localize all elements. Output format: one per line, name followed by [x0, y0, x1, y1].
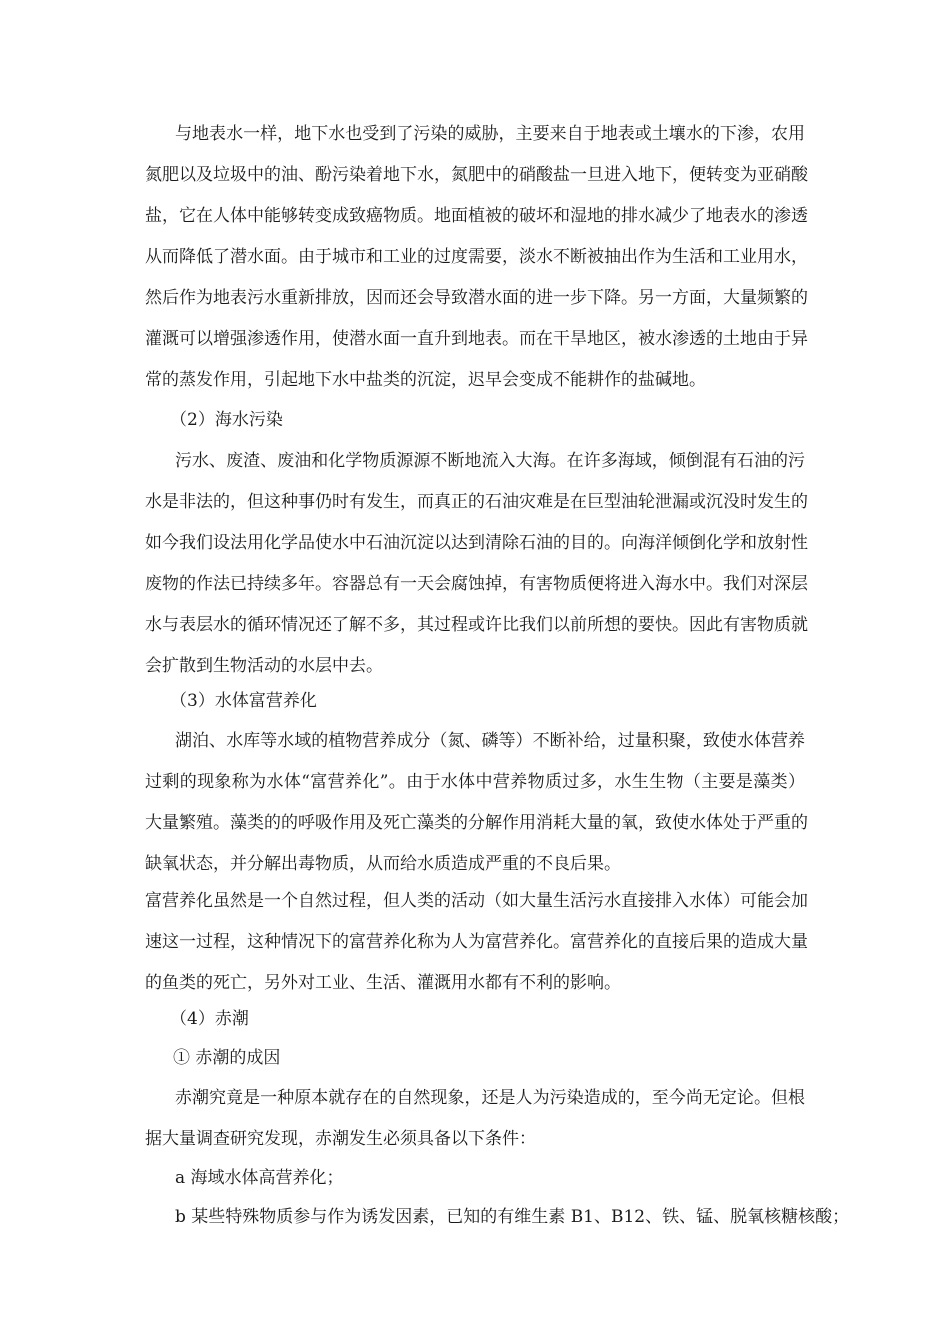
text-line: 湖泊、水库等水域的植物营养成分（氮、磷等）不断补给，过量积聚，致使水体营养 [175, 731, 805, 751]
text-line: 然后作为地表污水重新排放，因而还会导致潜水面的进一步下降。另一方面，大量频繁的 [145, 288, 808, 308]
text-line: 水是非法的，但这种事仍时有发生，而真正的石油灾难是在巨型油轮泄漏或沉没时发生的 [145, 492, 808, 512]
subsection-heading: ① 赤潮的成因 [173, 1048, 281, 1068]
list-item: b 某些特殊物质参与作为诱发因素，已知的有维生素 B1、B12、铁、锰、脱氧核糖核酸； [175, 1207, 850, 1227]
text-line: 据大量调查研究发现，赤潮发生必须具备以下条件： [145, 1129, 536, 1149]
text-line: 过剩的现象称为水体“富营养化”。由于水体中营养物质过多，水生生物（主要是藻类） [145, 772, 805, 792]
list-item: a 海域水体高营养化； [175, 1168, 344, 1188]
section-heading: （4）赤潮 [170, 1009, 249, 1029]
text-line: 从而降低了潜水面。由于城市和工业的过度需要，淡水不断被抽出作为生活和工业用水， [145, 247, 808, 267]
text-line: 速这一过程，这种情况下的富营养化称为人为富营养化。富营养化的直接后果的造成大量 [145, 932, 808, 952]
section-heading: （2）海水污染 [170, 410, 283, 430]
section-heading: （3）水体富营养化 [170, 691, 317, 711]
text-line: 常的蒸发作用，引起地下水中盐类的沉淀，迟早会变成不能耕作的盐碱地。 [145, 370, 706, 390]
text-line: 会扩散到生物活动的水层中去。 [145, 656, 383, 676]
text-line: 与地表水一样，地下水也受到了污染的威胁，主要来自于地表或土壤水的下渗，农用 [175, 124, 805, 144]
text-line: 如今我们设法用化学品使水中石油沉淀以达到清除石油的目的。向海洋倾倒化学和放射性 [145, 533, 808, 553]
text-line: 的鱼类的死亡，另外对工业、生活、灌溉用水都有不利的影响。 [145, 973, 621, 993]
text-line: 污水、废渣、废油和化学物质源源不断地流入大海。在许多海域，倾倒混有石油的污 [175, 451, 805, 471]
text-line: 废物的作法已持续多年。容器总有一天会腐蚀掉，有害物质便将进入海水中。我们对深层 [145, 574, 808, 594]
text-line: 灌溉可以增强渗透作用，使潜水面一直升到地表。而在干旱地区，被水渗透的土地由于异 [145, 329, 808, 349]
text-line: 盐，它在人体中能够转变成致癌物质。地面植被的破坏和湿地的排水减少了地表水的渗透 [145, 206, 808, 226]
text-line: 富营养化虽然是一个自然过程，但人类的活动（如大量生活污水直接排入水体）可能会加 [145, 891, 808, 911]
text-line: 水与表层水的循环情况还了解不多，其过程或许比我们以前所想的要快。因此有害物质就 [145, 615, 808, 635]
text-line: 缺氧状态，并分解出毒物质，从而给水质造成严重的不良后果。 [145, 854, 621, 874]
text-line: 大量繁殖。藻类的的呼吸作用及死亡藻类的分解作用消耗大量的氧，致使水体处于严重的 [145, 813, 808, 833]
text-line: 赤潮究竟是一种原本就存在的自然现象，还是人为污染造成的，至今尚无定论。但根 [175, 1088, 805, 1108]
text-line: 氮肥以及垃圾中的油、酚污染着地下水，氮肥中的硝酸盐一旦进入地下，便转变为亚硝酸 [145, 165, 808, 185]
